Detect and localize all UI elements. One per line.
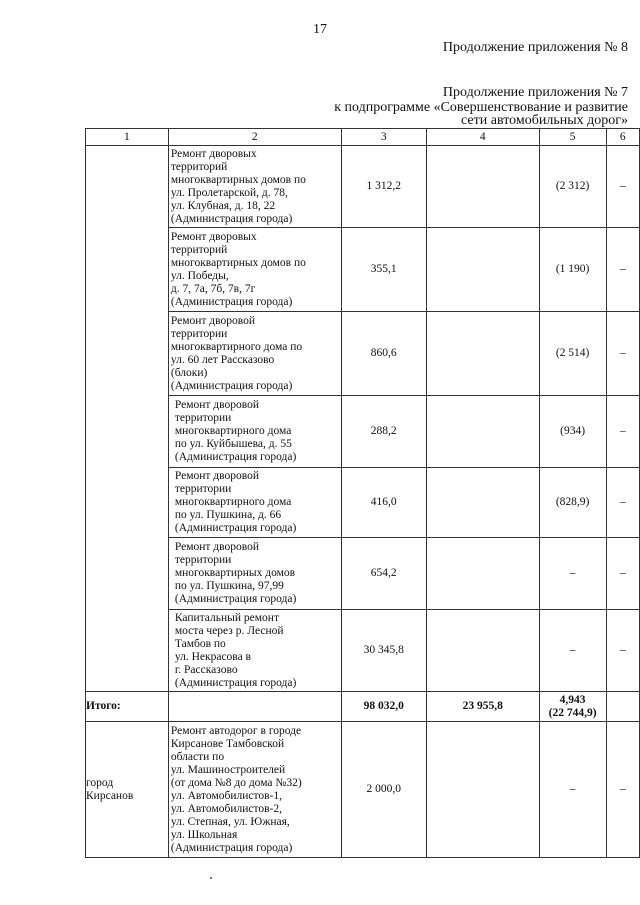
row-value-col6: – [606, 610, 639, 692]
subprogram-line: к подпрограмме «Совершенствование и развитие [334, 100, 628, 115]
page-number: 17 [313, 22, 327, 37]
row-value-col3: 416,0 [341, 468, 426, 538]
kirsanov-row [86, 722, 640, 858]
row-value-col5: – [539, 538, 606, 610]
row-value-col3: 860,6 [341, 312, 426, 396]
column-number-row [86, 129, 640, 146]
column-header-3: 3 [341, 129, 426, 146]
row-description: Ремонт дворовой территории многоквартирного дома по ул. Пушкина, д. 66 (Администрация города) [174, 470, 297, 534]
row-value-col4 [426, 146, 539, 228]
table-row [86, 538, 640, 610]
column-header-4: 4 [426, 129, 539, 146]
subprogram-line-2: сети автомобильных дорог» [461, 113, 628, 128]
row-value-col5: (934) [539, 396, 606, 468]
row-value-col4 [426, 610, 539, 692]
row-value-col4 [426, 396, 539, 468]
row-value-col6: – [606, 722, 639, 858]
total-col4: 23 955,8 [426, 692, 539, 722]
total-row [86, 692, 640, 722]
row-value-col3: 654,2 [341, 538, 426, 610]
total-col5-line2: (22 744,9) [548, 706, 597, 719]
row-value-col5: (1 190) [539, 228, 606, 312]
column-header-1: 1 [86, 129, 169, 146]
total-col5-line1: 4,943 [559, 693, 586, 706]
row-value-col6: – [606, 396, 639, 468]
row-description: Ремонт дворовой территории многоквартирного дома по ул. 60 лет Рассказово (блоки) (Администрация города) [170, 314, 303, 392]
row-description: Ремонт дворовых территорий многоквартирных домов по ул. Победы, д. 7, 7а, 7б, 7в, 7г (Администрация города) [170, 230, 306, 308]
row-value-col5: (828,9) [539, 468, 606, 538]
row-value-col5: – [539, 722, 606, 858]
row-value-col5: – [539, 610, 606, 692]
row-value-col6: – [606, 228, 639, 312]
table-row [86, 468, 640, 538]
total-desc-empty [168, 692, 341, 722]
total-col6 [606, 692, 639, 722]
row-value-col3: 288,2 [341, 396, 426, 468]
row-description: Ремонт дворовой территории многоквартирных домов по ул. Пушкина, 97,99 (Администрация города) [174, 541, 297, 605]
row-value-col4 [426, 722, 539, 858]
total-label: Итого: [86, 692, 169, 722]
appendix-7-continuation: Продолжение приложения № 7 [442, 85, 628, 100]
row-description: Ремонт дворовой территории многоквартирного дома по ул. Куйбышева, д. 55 (Администрация города) [174, 399, 297, 463]
city-cell-empty [86, 146, 169, 692]
row-value-col6: – [606, 468, 639, 538]
total-col3: 98 032,0 [341, 692, 426, 722]
appendix-8-continuation: Продолжение приложения № 8 [442, 40, 628, 55]
table-row [86, 146, 640, 228]
row-value-col6: – [606, 538, 639, 610]
table-row [86, 610, 640, 692]
row-value-col5: (2 514) [539, 312, 606, 396]
row-value-col3: 2 000,0 [341, 722, 426, 858]
table-row [86, 228, 640, 312]
row-description: Ремонт дворовых территорий многоквартирных домов по ул. Пролетарской, д. 78, ул. Клубная, д. 18, 22 (Администрация города) [170, 147, 306, 225]
city-name: город Кирсанов [86, 776, 134, 802]
row-description: Ремонт автодорог в городе Кирсанове Тамбовской области по ул. Машиностроителей (от дома №8 до дома №32) ул. Автомобилистов-1, ул. Автомобилистов-2, ул. Степная, ул. Южная, ул. Школьная (Администрация города) [170, 724, 302, 854]
row-value-col4 [426, 538, 539, 610]
row-value-col3: 1 312,2 [341, 146, 426, 228]
row-value-col6: – [606, 146, 639, 228]
row-value-col4 [426, 228, 539, 312]
city-cell [86, 722, 169, 858]
table-row [86, 396, 640, 468]
column-header-6: 6 [606, 129, 639, 146]
total-col5 [539, 692, 606, 722]
row-value-col5: (2 312) [539, 146, 606, 228]
row-value-col3: 30 345,8 [341, 610, 426, 692]
row-value-col4 [426, 468, 539, 538]
row-value-col6: – [606, 312, 639, 396]
table-row [86, 312, 640, 396]
column-header-2: 2 [168, 129, 341, 146]
appendix-table [85, 128, 640, 858]
scan-speck [210, 877, 212, 879]
row-value-col4 [426, 312, 539, 396]
row-value-col3: 355,1 [341, 228, 426, 312]
column-header-5: 5 [539, 129, 606, 146]
row-description: Капитальный ремонт моста через р. Лесной Тамбов по ул. Некрасова в г. Рассказово (Администрация города) [174, 611, 297, 689]
